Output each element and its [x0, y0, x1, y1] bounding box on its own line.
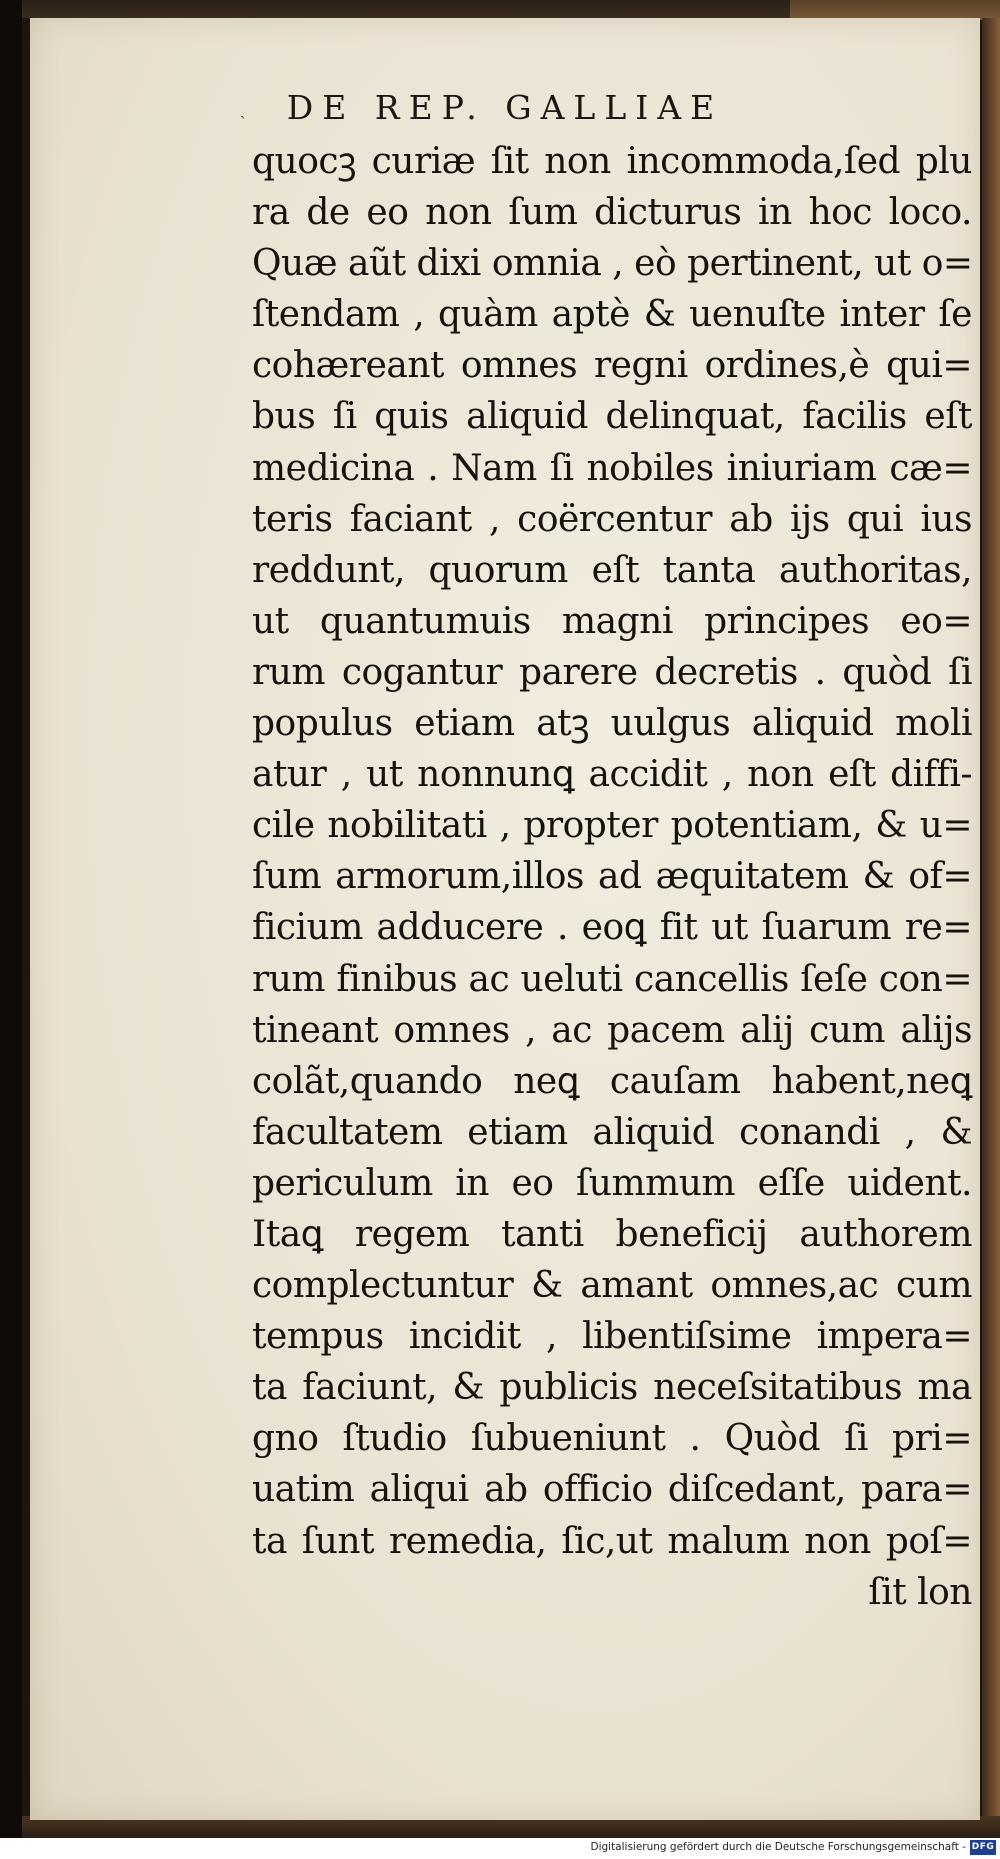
text-line: tempus incidit , libentiſsime impera=	[252, 1316, 972, 1358]
text-line: cohæreant omnes regni ordines,è qui=	[252, 345, 972, 387]
text-line: Itaꝗ regem tanti beneficij authorem	[252, 1213, 972, 1255]
dfg-logo: DFG	[970, 1840, 996, 1855]
binding-edge	[0, 0, 22, 1838]
catchword: ſit lon	[868, 1571, 972, 1613]
text-line: ta faciunt, & publicis neceſsitatibus ma	[252, 1367, 972, 1409]
text-line: ficium adducere . eoꝗ fit ut ſuarum re=	[252, 907, 972, 949]
text-line: ſtendam , quàm aptè & uenuſte inter ſe	[252, 294, 972, 336]
text-line: complectuntur & amant omnes,ac cum	[252, 1265, 972, 1307]
text-line: bus ſi quis aliquid delinquat, facilis eſt	[252, 396, 972, 438]
text-line: reddunt, quorum eſt tanta authoritas,	[252, 549, 972, 591]
text-line: gno ſtudio ſubueniunt . Quòd ſi pri=	[252, 1418, 972, 1460]
digitization-footer	[0, 1838, 1000, 1859]
text-line: rum cogantur parere decretis . quòd ſi	[252, 651, 972, 693]
text-line: colãt,quando neꝗ cauſam habent,neꝗ	[252, 1060, 972, 1102]
text-line: quocꝫ curiæ ſit non incommoda,ſed plu	[252, 141, 972, 182]
book-page	[30, 18, 980, 1820]
head-mark: ˎ	[240, 100, 246, 119]
text-line: periculum in eo ſummum eſſe uident.	[252, 1162, 972, 1204]
text-line: ſum armorum,illos ad æquitatem & of=	[252, 856, 972, 898]
text-line: ut quantumuis magni principes eo=	[252, 600, 972, 642]
text-line: teris faciant , coërcentur ab ijs qui ius	[252, 498, 972, 540]
funding-credit: Digitalisierung gefördert durch die Deutsche Forschungsgemeinschaft -	[590, 1841, 966, 1853]
text-line: Quæ aũt dixi omnia , eò pertinent, ut o=	[252, 243, 973, 285]
text-line: atur , ut nonnunꝗ accidit , non eſt diffi-	[252, 754, 972, 796]
cover-board	[790, 0, 1000, 20]
text-line: cile nobilitati , propter potentiam, & u=	[252, 805, 972, 847]
text-line: medicina . Nam ſi nobiles iniuriam cæ=	[252, 447, 972, 489]
running-head: DE REP. GALLIAE	[286, 88, 724, 127]
text-line: ta ſunt remedia, ſic,ut malum non poſ=	[252, 1520, 972, 1562]
text-line: rum finibus ac ueluti cancellis ſeſe con=	[252, 958, 972, 1000]
text-block	[252, 136, 1000, 1618]
text-line: facultatem etiam aliquid conandi , &	[252, 1111, 972, 1153]
text-line: populus etiam atꝫ uulgus aliquid moli	[252, 703, 972, 745]
text-line: ra de eo non ſum dicturus in hoc loco.	[252, 192, 972, 234]
text-line: tineant omnes , ac pacem alij cum alijs	[252, 1009, 972, 1051]
text-line: uatim aliqui ab officio diſcedant, para=	[252, 1469, 972, 1511]
